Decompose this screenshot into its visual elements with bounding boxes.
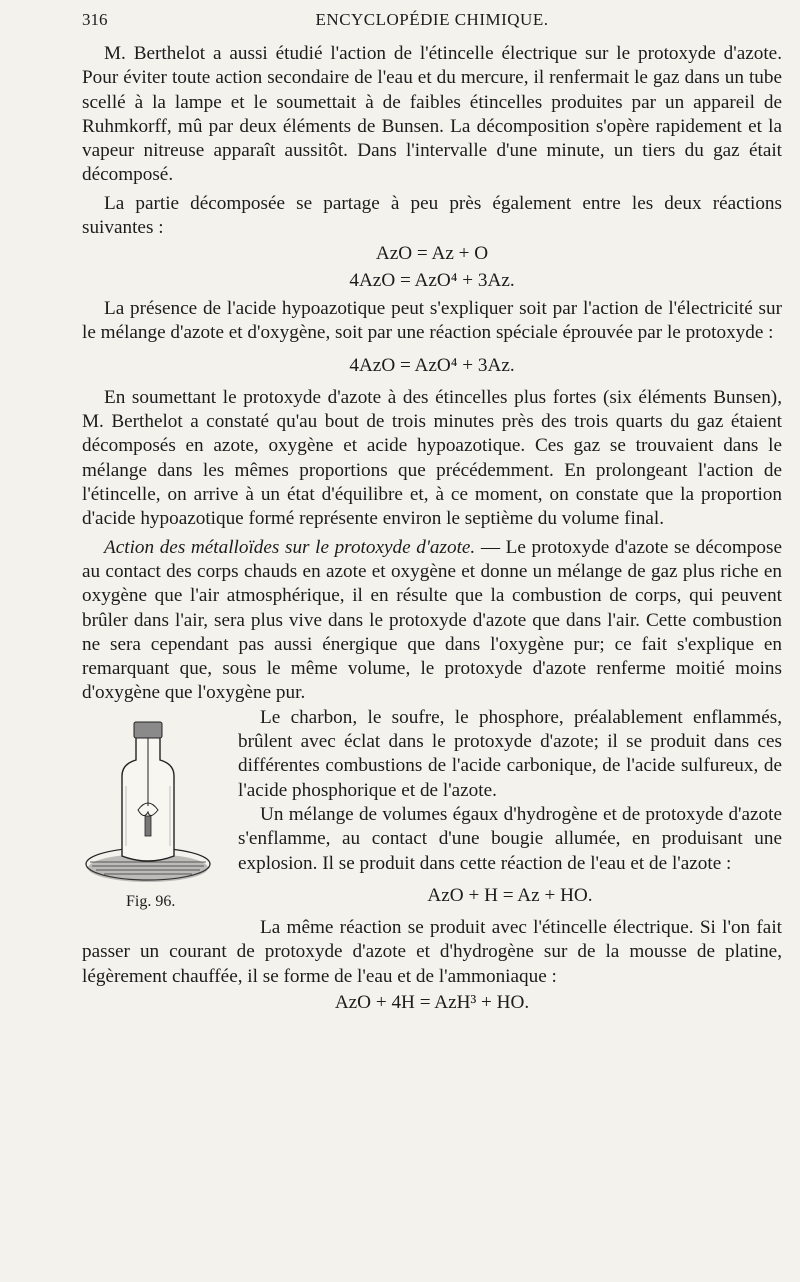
figure-96 <box>78 706 238 936</box>
bottle-illustration <box>78 716 228 886</box>
page-header <box>82 10 782 36</box>
running-title: ENCYCLOPÉDIE CHIMIQUE. <box>315 10 549 29</box>
paragraph-1: M. Berthelot a aussi étudié l'action de l'étincelle électrique sur le protoxyde d'azote. Pour éviter toute action secondaire de l'eau et du mercure, il renfermait le gaz dans un tube scellé à la lampe et le soumettait à de faibles étincelles produites par un appareil de Ruhmkorff, mû par deux éléments de Bunsen. La décomposition s'opère rapidement et la vapeur nitreuse apparaît aussitôt. Dans l'intervalle d'une minute, un tiers du gaz était décomposé. <box>82 43 782 186</box>
section-heading: Action des métalloïdes sur le protoxyde d'azote. <box>104 536 476 558</box>
equation-1: AzO = Az + O <box>375 243 489 265</box>
paragraph-7: Un mélange de volumes égaux d'hydrogène et de protoxyde d'azote s'enflamme, au contact d'une bougie allumée, en produisant une explosion. Il se produit dans cette réaction de l'eau et de l'azote : <box>238 803 782 874</box>
equation-3: 4AzO = AzO⁴ + 3Az. <box>349 354 515 376</box>
figure-caption: Fig. 96. <box>126 892 176 910</box>
paragraph-2: La partie décomposée se partage à peu près également entre les deux réactions suivantes : <box>82 192 782 239</box>
equation-5: AzO + 4H = AzH³ + HO. <box>334 991 530 1013</box>
paragraph-6: Le charbon, le soufre, le phosphore, préalablement enflammés, brûlent avec éclat dans le protoxyde d'azote; il se produit dans ces différentes combustions de l'acide carbonique, de l'acide sulfureux, de l'acide phosphorique et de l'azote. <box>238 706 782 801</box>
paragraph-3: La présence de l'acide hypoazotique peut s'expliquer soit par l'action de l'électricité sur le mélange d'azote et d'oxygène, soit par une réaction spéciale éprouvée par le protoxyde : <box>82 297 782 344</box>
page-number: 316 <box>82 10 108 29</box>
equation-2: 4AzO = AzO⁴ + 3Az. <box>349 269 515 291</box>
paragraph-5-text: — Le protoxyde d'azote se décompose au contact des corps chauds en azote et oxygène et donne un mélange de gaz plus riche en oxygène que l'air atmosphérique, il en résulte que la combustion de corps, qui peuvent brûler dans l'air, sera plus vive dans le protoxyde d'azote que dans l'air. Cette combustion ne sera cependant pas aussi énergique que dans l'oxygène pur; ce fait s'explique en remarquant que, sous le même volume, le protoxyde d'azote renferme moitié moins d'oxygène que l'oxygène pur. <box>82 536 782 704</box>
equation-4: AzO + H = Az + HO. <box>427 884 593 906</box>
paragraph-8: La même réaction se produit avec l'étincelle électrique. Si l'on fait passer un courant de protoxyde d'azote et d'hydrogène sur de la mousse de platine, légèrement chauffée, il se forme de l'eau et de l'ammoniaque : <box>82 917 782 987</box>
paragraph-5 <box>82 536 782 706</box>
page-body <box>82 42 782 1017</box>
paragraph-4: En soumettant le protoxyde d'azote à des étincelles plus fortes (six éléments Bunsen), M. Berthelot a constaté qu'au bout de trois minutes près des trois quarts du gaz étaient décomposés en azote, oxygène et acide hypoazotique. Ces gaz se trouvaient dans le mélange dans les mêmes proportions que précédemment. En prolongeant l'action de l'étincelle, on arrive à un état d'équilibre et, à ce moment, on constate que la proportion d'acide hypoazotique formé représente environ le septième du volume final. <box>82 386 782 530</box>
